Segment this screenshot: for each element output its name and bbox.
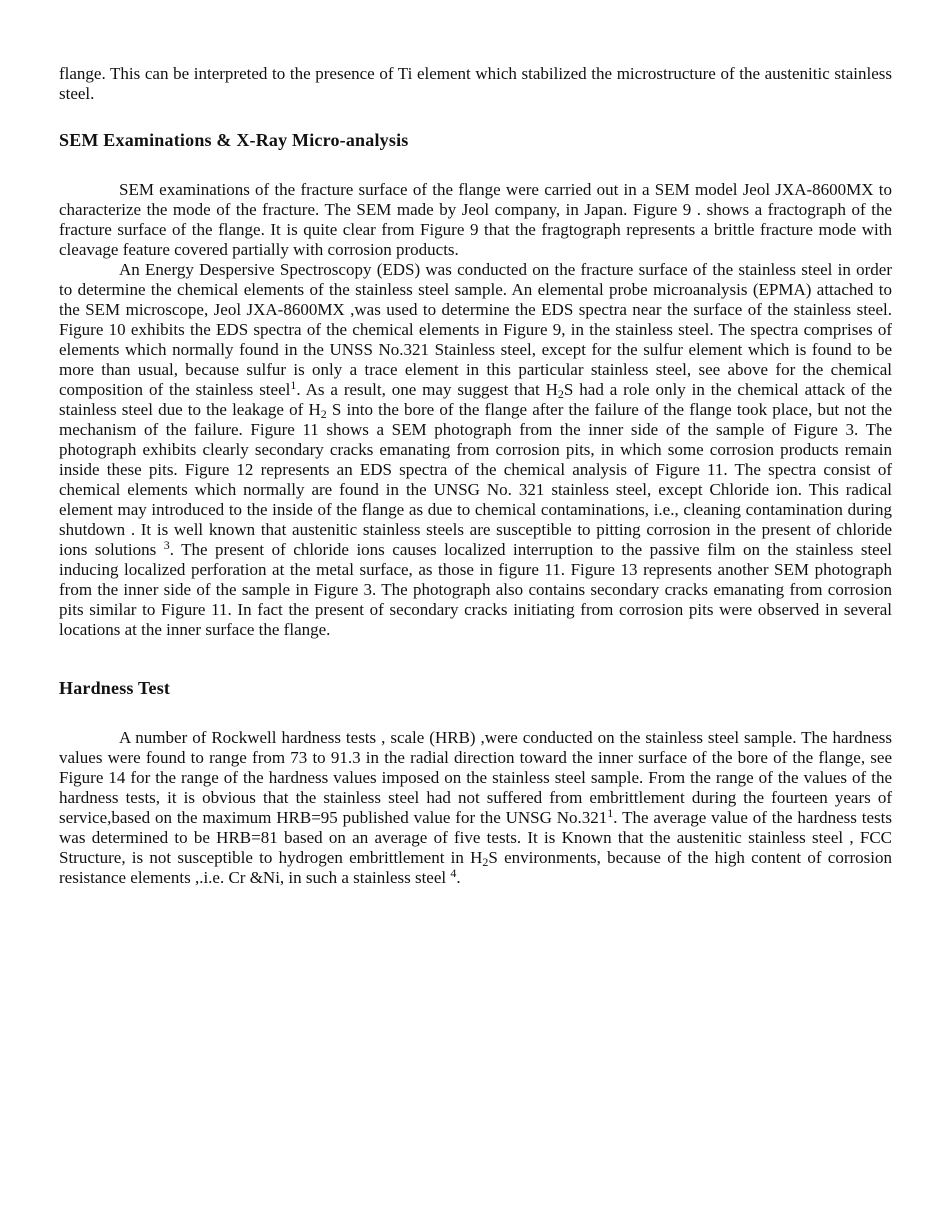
sem-p2-text-2: . As a result, one may suggest that H <box>296 380 558 399</box>
reference-marker: 4 <box>450 866 457 880</box>
reference-marker: 1 <box>290 378 297 392</box>
subscript: 2 <box>482 855 489 869</box>
sem-paragraph-1: SEM examinations of the fracture surface of the flange were carried out in a SEM model Jeol JXA-8600MX to characterize the mode of the fracture. The SEM made by Jeol company, in Japan. Figure 9 . shows a fractograph of the fracture surface of the flange. It is quite clear from Figure 9 that the fragtograph represents a brittle fracture mode with cleavage feature covered partially with corrosion products. <box>59 180 892 259</box>
hardness-text-2: . The average value of the hardness tests was determined to be HRB=81 based on an average of five tests. It is Known that the austenitic stainless steel , FCC Structure, is not susceptible to hydrogen embrittlement in H <box>59 808 892 867</box>
sem-p2-text-1: An Energy Despersive Spectroscopy (EDS) was conducted on the fracture surface of the stainless steel in order to determine the chemical elements of the stainless steel sample. An elemental probe microanalysis (EPMA) attached to the SEM microscope, Jeol JXA-8600MX ,was used to determine the EDS spectra near the surface of the stainless steel. Figure 10 exhibits the EDS spectra of the chemical elements in Figure 9, in the stainless steel. The spectra comprises of elements which normally found in the UNSS No.321 Stainless steel, except for the sulfur element which is found to be more than usual, because sulfur is only a trace element in this particular stainless steel, see above for the chemical composition of the stainless steel <box>59 260 892 399</box>
reference-marker: 3 <box>163 538 170 552</box>
document-page <box>59 64 892 888</box>
hardness-text-3: S environments, because of the high content of corrosion resistance elements ,.i.e. Cr &Ni, in such a stainless steel <box>59 848 892 887</box>
sem-section-heading: SEM Examinations & X-Ray Micro-analysis <box>59 130 409 150</box>
hardness-text-4: . <box>456 868 461 887</box>
reference-marker: 1 <box>607 806 614 820</box>
subscript: 2 <box>320 407 327 421</box>
intro-paragraph: flange. This can be interpreted to the presence of Ti element which stabilized the microstructure of the austenitic stainless steel. <box>59 64 892 103</box>
subscript: 2 <box>557 387 564 401</box>
hardness-paragraph <box>59 728 892 888</box>
sem-paragraph-2 <box>59 260 892 640</box>
sem-p2-text-3: S had a role only in the chemical attack of the stainless steel due to the leakage of H <box>59 380 892 419</box>
sem-p2-text-5: . The present of chloride ions causes localized interruption to the passive film on the stainless steel inducing localized perforation at the metal surface, as those in figure 11. Figure 13 represents another SEM photograph from the inner side of the sample in Figure 3. The photograph also contains secondary cracks emanating from corrosion pits similar to Figure 11. In fact the present of secondary cracks initiating from corrosion pits were observed in several locations at the inner surface the flange. <box>59 540 892 639</box>
sem-p2-text-4: S into the bore of the flange after the failure of the flange took place, but not the mechanism of the failure. Figure 11 shows a SEM photograph from the inner side of the sample of Figure 3. The photograph exhibits clearly secondary cracks emanating from corrosion pits, in which some corrosion products remain inside these pits. Figure 12 represents an EDS spectra of the chemical analysis of Figure 11. The spectra consist of chemical elements which normally are found in the UNSG No. 321 stainless steel, except Chloride ion. This radical element may introduced to the inside of the flange as due to chemical contaminations, i.e., cleaning contamination during shutdown . It is well known that austenitic stainless steels are susceptible to pitting corrosion in the present of chloride ions solutions <box>59 400 893 559</box>
hardness-section-heading: Hardness Test <box>59 678 171 698</box>
hardness-text-1: A number of Rockwell hardness tests , scale (HRB) ,were conducted on the stainless steel sample. The hardness values were found to range from 73 to 91.3 in the radial direction toward the inner surface of the bore of the flange, see Figure 14 for the range of the hardness values imposed on the stainless steel sample. From the range of the values of the hardness tests, it is obvious that the stainless steel had not suffered from embrittlement during the fourteen years of service,based on the maximum HRB=95 published value for the UNSG No.321 <box>59 728 892 827</box>
